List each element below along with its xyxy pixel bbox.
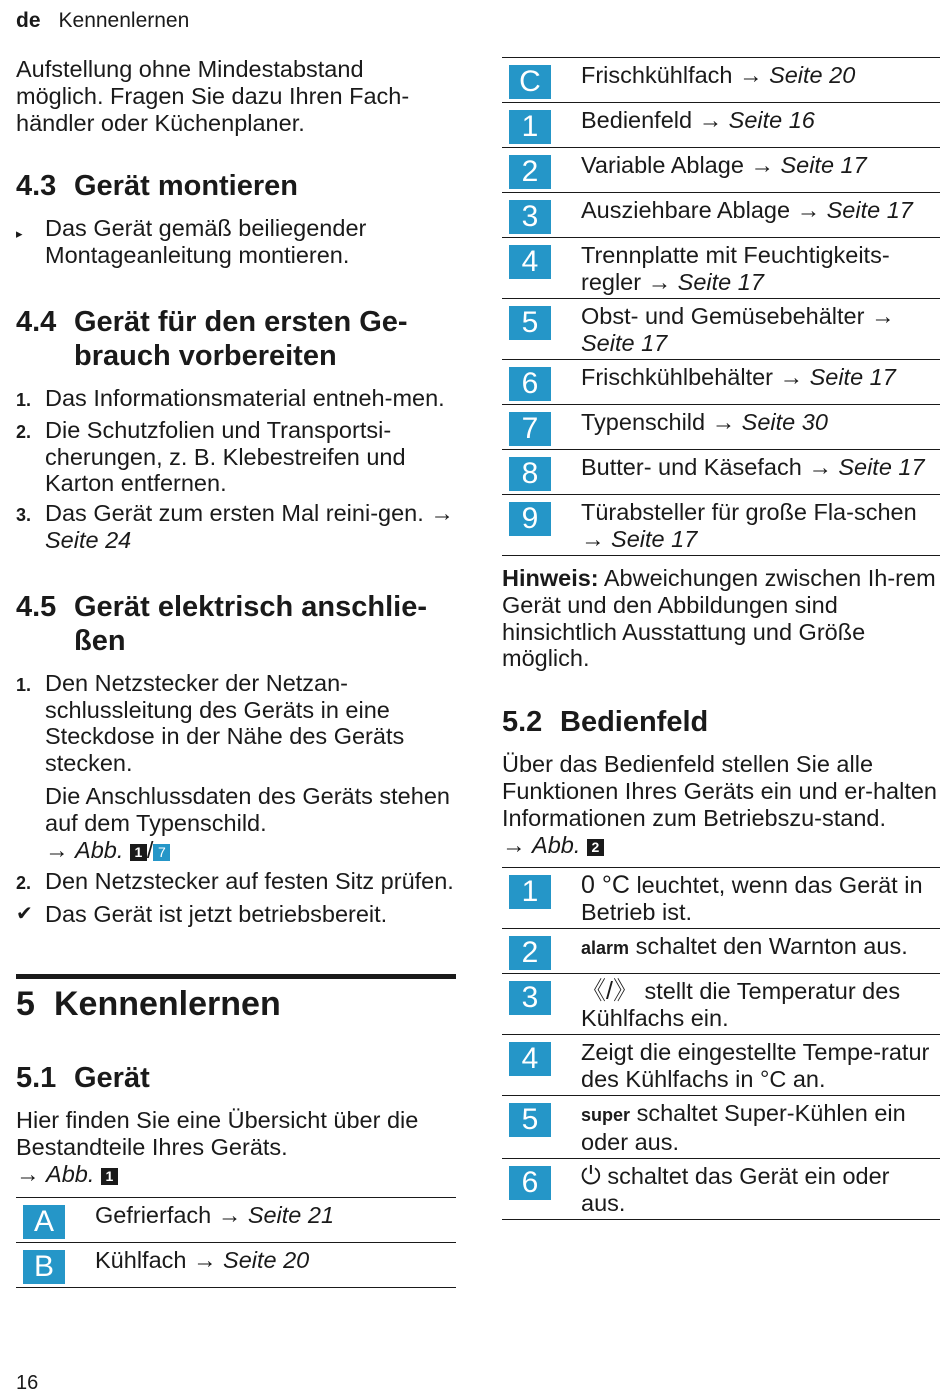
legend-badge: 2 bbox=[509, 155, 551, 189]
table-row: B Kühlfach → Seite 20 bbox=[16, 1243, 456, 1288]
chapter-rule bbox=[16, 974, 456, 979]
control-symbol: alarm bbox=[581, 938, 630, 959]
heading-4-3: 4.3 Gerät montieren bbox=[16, 170, 298, 203]
table-row: 3 《/》 stellt die Temperatur des Kühlfachs ein. bbox=[502, 974, 940, 1035]
table-row: 2 Variable Ablage → Seite 17 bbox=[502, 148, 940, 193]
arrow-right-icon: → bbox=[430, 500, 454, 527]
left-column bbox=[16, 56, 456, 1288]
legend-badge: 2 bbox=[509, 936, 551, 970]
checkmark-icon: ✔ bbox=[16, 903, 33, 926]
arrow-right-icon: → bbox=[502, 831, 526, 858]
triangle-bullet-icon: ▸ bbox=[16, 226, 23, 242]
page-reference: Seite 17 bbox=[677, 268, 764, 295]
heading-4-5: 4.5 Gerät elektrisch anschlie-ßen bbox=[16, 590, 427, 657]
parts-table-left bbox=[16, 1197, 456, 1288]
legend-badge: 9 bbox=[509, 502, 551, 536]
page-reference: Seite 17 bbox=[838, 454, 925, 480]
page-reference: Seite 17 bbox=[826, 197, 913, 223]
table-row: 8 Butter- und Käsefach → Seite 17 bbox=[502, 450, 940, 495]
arrow-right-icon: → bbox=[698, 107, 723, 133]
page-reference: Seite 17 bbox=[581, 329, 668, 356]
legend-badge: 6 bbox=[509, 1166, 551, 1200]
control-symbol: 《/》 bbox=[581, 977, 638, 1006]
chapter-title: Kennenlernen bbox=[58, 9, 190, 32]
arrow-right-icon: → bbox=[739, 62, 763, 88]
list-item: 3. Das Gerät zum ersten Mal reini-gen. → Seite 24 bbox=[16, 500, 454, 553]
table-row: 7 Typenschild → Seite 30 bbox=[502, 405, 940, 450]
figure-badge: 1 bbox=[130, 844, 147, 861]
table-row: 3 Ausziehbare Ablage → Seite 17 bbox=[502, 193, 940, 238]
arrow-right-icon: → bbox=[581, 525, 605, 552]
page-number: 16 bbox=[16, 1372, 39, 1394]
figure-badge: 2 bbox=[587, 839, 604, 856]
table-row: A Gefrierfach → Seite 21 bbox=[16, 1198, 456, 1243]
intro-paragraph: Aufstellung ohne Mindestabstand möglich. Fragen Sie dazu Ihren Fach-händler oder Küchenplaner. bbox=[16, 56, 410, 136]
control-symbol: 0 °C bbox=[581, 871, 630, 900]
list-item: 1. Den Netzstecker der Netzan-schlussleitung des Geräts in eine Steckdose in der Nähe des Geräts stecken. Die Anschlussdaten des Geräts stehen auf dem Typenschild. → Abb. 1 / 7 bbox=[16, 669, 450, 863]
legend-badge: 3 bbox=[509, 981, 551, 1015]
figure-reference: → Abb. 1 bbox=[16, 1161, 456, 1188]
arrow-right-icon: → bbox=[808, 454, 832, 480]
legend-badge: 7 bbox=[509, 412, 551, 446]
legend-badge: 8 bbox=[509, 457, 551, 491]
arrow-right-icon: → bbox=[217, 1202, 242, 1229]
hint-paragraph: Hinweis: Abweichungen zwischen Ih-rem Gerät und den Abbildungen sind hinsichtlich Ausstattung und Größe möglich. bbox=[502, 565, 936, 672]
legend-badge: 5 bbox=[509, 1103, 551, 1137]
heading-5-2: 5.2 Bedienfeld bbox=[502, 706, 709, 739]
list-4-4 bbox=[16, 385, 456, 554]
page-reference: Seite 17 bbox=[780, 152, 867, 178]
page-reference: Seite 16 bbox=[728, 107, 815, 133]
arrow-right-icon: → bbox=[16, 1160, 40, 1187]
page-reference: Seite 17 bbox=[809, 364, 896, 390]
legend-badge: B bbox=[23, 1250, 65, 1284]
table-row: 4 Zeigt die eingestellte Tempe-ratur des Kühlfachs in °C an. bbox=[502, 1035, 940, 1096]
running-header bbox=[16, 9, 189, 33]
legend-badge: 4 bbox=[509, 245, 551, 279]
list-item: 2. Den Netzstecker auf festen Sitz prüfen. bbox=[16, 868, 454, 895]
arrow-right-icon: → bbox=[45, 836, 69, 863]
arrow-right-icon: → bbox=[192, 1247, 217, 1274]
control-panel-table bbox=[502, 867, 940, 1220]
table-row: 5 Obst- und Gemüsebehälter → Seite 17 bbox=[502, 299, 940, 360]
control-symbol: super bbox=[581, 1105, 631, 1126]
table-row: 9 Türabsteller für große Fla-schen → Seite 17 bbox=[502, 495, 940, 556]
table-row: 6 ⏻ schaltet das Gerät ein oder aus. bbox=[502, 1159, 940, 1220]
legend-badge: 1 bbox=[509, 875, 551, 909]
parts-table-right bbox=[502, 57, 940, 556]
table-row: 5 super schaltet Super-Kühlen ein oder aus. bbox=[502, 1096, 940, 1159]
control-symbol: ⏻ bbox=[581, 1162, 601, 1191]
arrow-right-icon: → bbox=[647, 268, 672, 295]
page-reference: Seite 24 bbox=[45, 526, 132, 553]
figure-reference: → Abb. 2 bbox=[502, 832, 940, 859]
arrow-right-icon: → bbox=[796, 197, 821, 223]
heading-5-1: 5.1 Gerät bbox=[16, 1061, 150, 1094]
page-reference: Seite 17 bbox=[611, 525, 698, 552]
section-5-1-text: Hier finden Sie eine Übersicht über die Bestandteile Ihres Geräts. bbox=[16, 1106, 419, 1160]
page-reference: Seite 20 bbox=[769, 62, 856, 88]
arrow-right-icon: → bbox=[711, 409, 736, 435]
list-4-3 bbox=[16, 215, 456, 269]
list-item: 2. Die Schutzfolien und Transportsi-cherungen, z. B. Klebestreifen und Karton entfernen. bbox=[16, 416, 406, 497]
list-4-5 bbox=[16, 670, 456, 928]
arrow-right-icon: → bbox=[750, 152, 774, 178]
list-item: ▸ Das Gerät gemäß beiliegender Montageanleitung montieren. bbox=[16, 215, 367, 269]
right-column bbox=[502, 57, 940, 1220]
language-code: de bbox=[16, 9, 41, 32]
page-reference: Seite 30 bbox=[741, 409, 828, 435]
figure-badge: 7 bbox=[153, 844, 170, 861]
heading-5: 5 Kennenlernen bbox=[16, 984, 281, 1023]
legend-badge: 5 bbox=[509, 306, 551, 340]
figure-badge: 1 bbox=[101, 1168, 118, 1185]
table-row: 4 Trennplatte mit Feuchtigkeits-regler → Seite 17 bbox=[502, 238, 940, 299]
table-row: 1 0 °C leuchtet, wenn das Gerät in Betrieb ist. bbox=[502, 868, 940, 929]
list-item-result: ✔ Das Gerät ist jetzt betriebsbereit. bbox=[16, 901, 388, 928]
legend-badge: 6 bbox=[509, 367, 551, 401]
table-row: C Frischkühlfach → Seite 20 bbox=[502, 58, 940, 103]
arrow-right-icon: → bbox=[871, 303, 895, 329]
heading-4-4: 4.4 Gerät für den ersten Ge-brauch vorbereiten bbox=[16, 305, 408, 372]
legend-badge: C bbox=[509, 65, 551, 99]
legend-badge: 1 bbox=[509, 110, 551, 144]
table-row: 6 Frischkühlbehälter → Seite 17 bbox=[502, 360, 940, 405]
legend-badge: 3 bbox=[509, 200, 551, 234]
table-row: 2 alarm schaltet den Warnton aus. bbox=[502, 929, 940, 974]
section-5-2-text: Über das Bedienfeld stellen Sie alle Funktionen Ihres Geräts ein und er-halten Informationen zum Betriebszu-stand. bbox=[502, 751, 938, 831]
legend-badge: 4 bbox=[509, 1042, 551, 1076]
table-row: 1 Bedienfeld → Seite 16 bbox=[502, 103, 940, 148]
legend-badge: A bbox=[23, 1205, 65, 1239]
arrow-right-icon: → bbox=[779, 364, 804, 390]
list-item: 1. Das Informationsmaterial entneh-men. bbox=[16, 384, 445, 411]
